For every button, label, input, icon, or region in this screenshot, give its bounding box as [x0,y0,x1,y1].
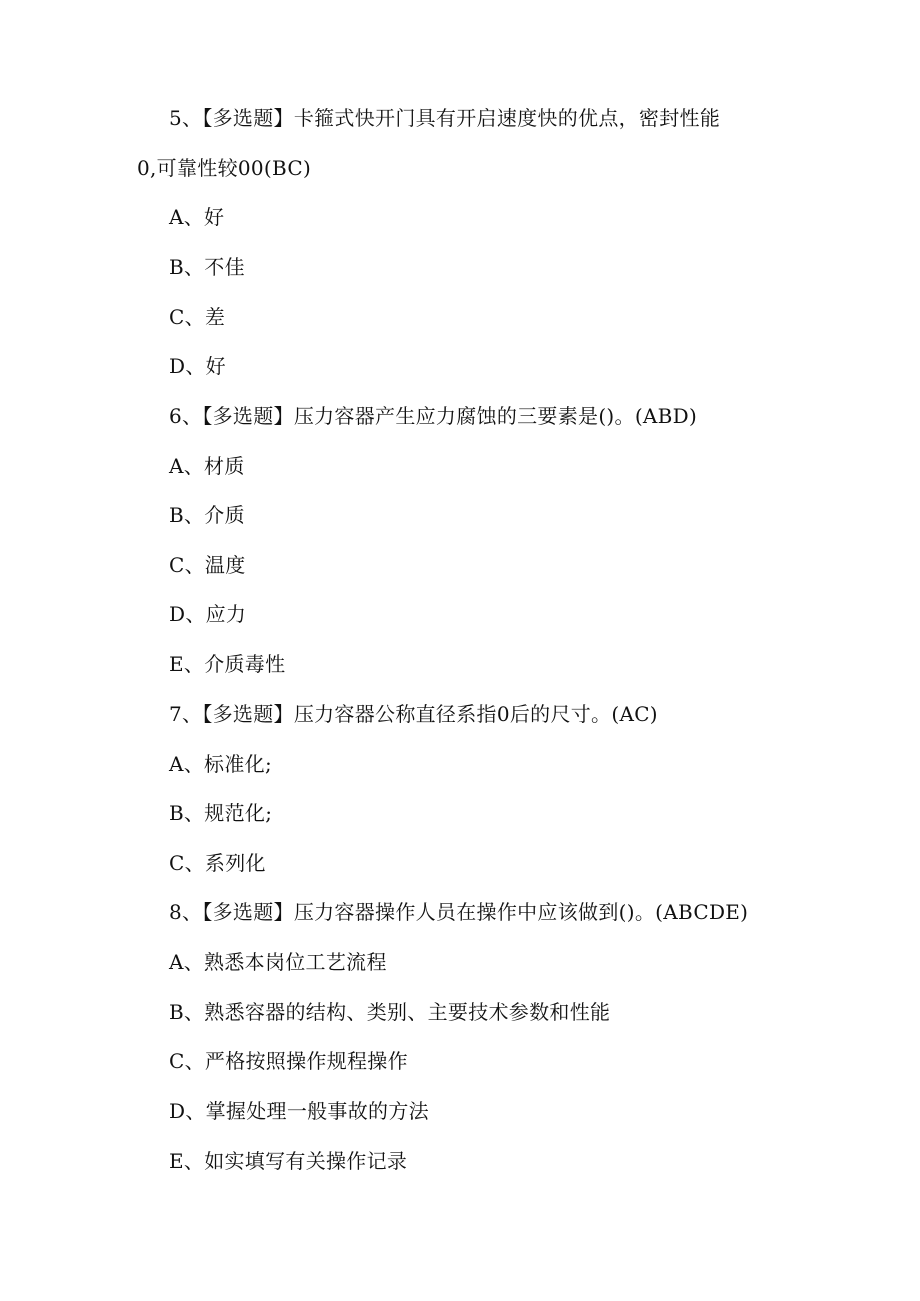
question-8-option-e: E、如实填写有关操作记录 [169,1149,408,1173]
question-5-option-b: B、不佳 [169,255,245,279]
question-5-text: 5、【多选题】卡箍式快开门具有开启速度快的优点，密封性能 [169,106,721,130]
question-6-option-a: A、材质 [169,454,245,478]
question-8-text: 8、【多选题】压力容器操作人员在操作中应该做到()。(ABCDE) [169,900,749,924]
question-5-option-c: C、差 [169,305,226,329]
question-8-option-c: C、严格按照操作规程操作 [169,1049,408,1073]
question-7-option-a: A、标准化; [169,752,272,776]
question-6-option-d: D、应力 [169,602,247,626]
question-6-option-e: E、介质毒性 [169,652,286,676]
question-6-option-b: B、介质 [169,503,245,527]
question-5-option-d: D、好 [169,354,226,378]
question-5-option-a: A、好 [169,205,225,229]
question-5-text-continued: 0,可靠性较00(BC) [137,156,312,180]
question-8-option-a: A、熟悉本岗位工艺流程 [169,950,387,974]
question-7-option-b: B、规范化; [169,801,273,825]
question-7-text: 7、【多选题】压力容器公称直径系指0后的尺寸。(AC) [169,702,658,726]
question-6-option-c: C、温度 [169,553,246,577]
question-8-option-b: B、熟悉容器的结构、类别、主要技术参数和性能 [169,1000,611,1024]
question-7-option-c: C、系列化 [169,851,266,875]
question-6-text: 6、【多选题】压力容器产生应力腐蚀的三要素是()。(ABD) [169,404,698,428]
question-8-option-d: D、掌握处理一般事故的方法 [169,1099,429,1123]
